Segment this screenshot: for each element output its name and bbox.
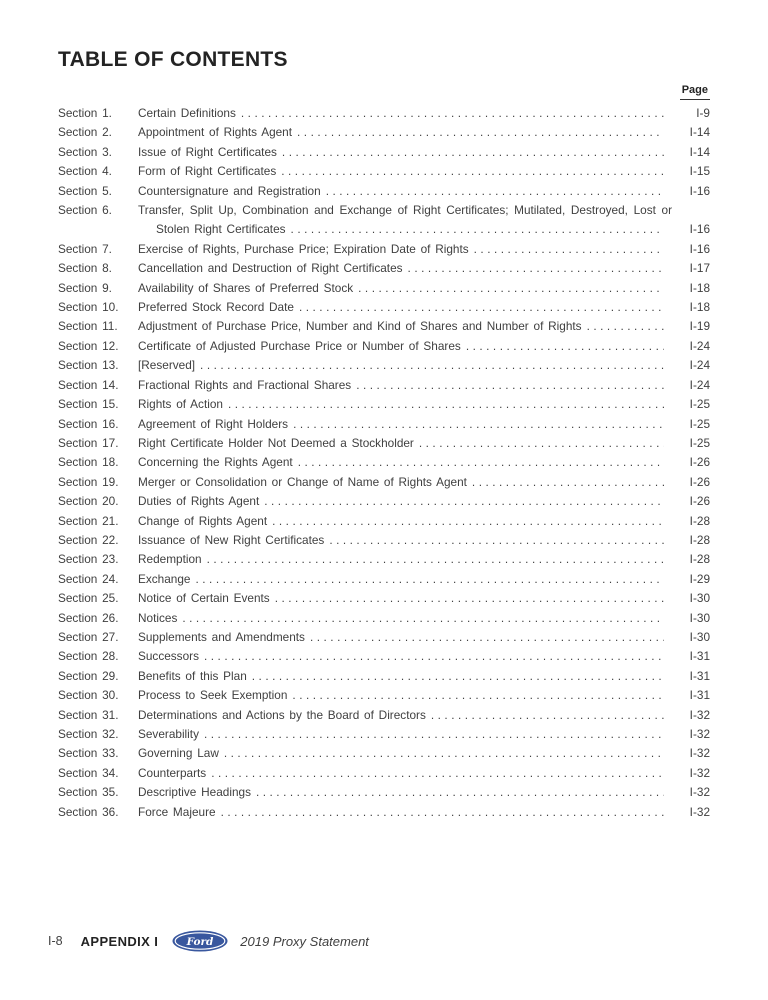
toc-entry-title: Force Majeure xyxy=(138,804,216,819)
toc-entry-title: Fractional Rights and Fractional Shares xyxy=(138,377,352,392)
toc-row xyxy=(58,550,710,569)
toc-entry xyxy=(138,803,672,822)
toc-entry-title: Rights of Action xyxy=(138,397,223,412)
toc-entry-title: Transfer, Split Up, Combination and Exchange of Right Certificates; Mutilated, Destroyed, Lost or xyxy=(138,203,672,218)
dot-leader xyxy=(200,356,664,375)
ford-logo-oval xyxy=(172,930,228,952)
toc-page-number: I-31 xyxy=(689,668,710,683)
toc-section-label: Section 15. xyxy=(58,397,119,412)
toc-page-number: I-29 xyxy=(689,571,710,586)
toc-entry xyxy=(138,337,672,356)
toc-page-number: I-25 xyxy=(689,397,710,412)
toc-entry-title: Process to Seek Exemption xyxy=(138,688,288,703)
toc-entry-title: Agreement of Right Holders xyxy=(138,416,289,431)
toc-section-label: Section 8. xyxy=(58,261,112,276)
toc-section-label: Section 16. xyxy=(58,416,119,431)
toc-row xyxy=(58,609,710,628)
dot-leader xyxy=(329,531,664,550)
toc-section-label: Section 28. xyxy=(58,649,119,664)
toc-section-label: Section 12. xyxy=(58,338,119,353)
toc-entry xyxy=(138,143,672,162)
dot-leader xyxy=(241,104,664,123)
toc-entry-title: Merger or Consolidation or Change of Name of Rights Agent xyxy=(138,474,467,489)
toc-entry xyxy=(138,259,672,278)
toc-section-label: Section 13. xyxy=(58,358,119,373)
toc-page-number: I-17 xyxy=(689,261,710,276)
toc-entry xyxy=(138,744,672,763)
toc-page-number: I-15 xyxy=(689,164,710,179)
toc-row xyxy=(58,395,710,414)
toc-entry xyxy=(138,395,672,414)
toc-entry xyxy=(138,162,672,181)
toc-page-number: I-32 xyxy=(689,707,710,722)
toc-page-number: I-19 xyxy=(689,319,710,334)
dot-leader xyxy=(272,512,664,531)
toc-page-number: I-32 xyxy=(689,765,710,780)
toc-row xyxy=(58,182,710,201)
toc-entry-title: Supplements and Amendments xyxy=(138,629,305,644)
toc-section-label: Section 10. xyxy=(58,300,119,315)
toc-entry xyxy=(138,220,672,239)
toc-section-label: Section 6. xyxy=(58,203,112,218)
toc-row xyxy=(58,473,710,492)
dot-leader xyxy=(472,473,664,492)
toc-page-number: I-28 xyxy=(689,532,710,547)
dot-leader xyxy=(358,279,664,298)
dot-leader xyxy=(182,609,664,628)
toc-entry-title: Notices xyxy=(138,610,178,625)
toc-page-number: I-32 xyxy=(689,785,710,800)
dot-leader xyxy=(326,182,664,201)
toc-entry-title: Certificate of Adjusted Purchase Price or Number of Shares xyxy=(138,338,461,353)
toc-page-number: I-30 xyxy=(689,591,710,606)
toc-page-number: I-32 xyxy=(689,746,710,761)
toc-row xyxy=(58,298,710,317)
toc-row xyxy=(58,453,710,472)
toc-entry xyxy=(138,512,672,531)
toc-page-number: I-16 xyxy=(689,183,710,198)
toc-section-label: Section 19. xyxy=(58,474,119,489)
toc-entry-title: Benefits of this Plan xyxy=(138,668,247,683)
dot-leader xyxy=(252,667,664,686)
dot-leader xyxy=(228,395,664,414)
toc-section-label: Section 27. xyxy=(58,629,119,644)
toc-row xyxy=(58,628,710,647)
toc-entry-title: Availability of Shares of Preferred Stock xyxy=(138,280,354,295)
toc-entry xyxy=(138,686,672,705)
toc-entry xyxy=(138,317,672,336)
toc-page-number: I-26 xyxy=(689,474,710,489)
toc-entry-title: Issuance of New Right Certificates xyxy=(138,532,325,547)
dot-leader xyxy=(291,220,664,239)
toc-page-number: I-31 xyxy=(689,649,710,664)
toc-row xyxy=(58,123,710,142)
toc-row xyxy=(58,667,710,686)
toc-entry xyxy=(138,123,672,142)
toc-entry-title: Appointment of Rights Agent xyxy=(138,125,293,140)
toc-row xyxy=(58,434,710,453)
toc-entry xyxy=(138,376,672,395)
toc-section-label: Section 2. xyxy=(58,125,112,140)
toc-page-number: I-18 xyxy=(689,280,710,295)
dot-leader xyxy=(299,298,664,317)
toc-section-label: Section 14. xyxy=(58,377,119,392)
toc-entry xyxy=(138,356,672,375)
toc-page-number: I-32 xyxy=(689,727,710,741)
toc-page-number: I-24 xyxy=(689,377,710,392)
dot-leader xyxy=(466,337,664,356)
toc-section-label: Section 31. xyxy=(58,707,119,722)
toc-page-number: I-9 xyxy=(696,106,710,120)
toc-section-label: Section 22. xyxy=(58,532,119,547)
dot-leader xyxy=(195,570,664,589)
toc-entry-title: Counterparts xyxy=(138,765,207,780)
toc-entry-title: [Reserved] xyxy=(138,358,196,373)
toc-section-label: Section 34. xyxy=(58,765,119,780)
ford-logo xyxy=(172,930,228,952)
toc-section-label: Section 26. xyxy=(58,610,119,625)
toc-section-label: Section 33. xyxy=(58,746,119,761)
toc-page-number: I-31 xyxy=(689,688,710,703)
toc-section-label: Section 21. xyxy=(58,513,119,528)
dot-leader xyxy=(297,123,664,142)
toc-row xyxy=(58,337,710,356)
toc-section-label: Section 7. xyxy=(58,241,112,256)
toc-entry-title: Issue of Right Certificates xyxy=(138,144,277,159)
toc-entry-title: Duties of Rights Agent xyxy=(138,494,260,509)
toc-entry-title: Descriptive Headings xyxy=(138,785,251,800)
toc-row xyxy=(58,201,710,240)
page-column-label: Page xyxy=(680,84,710,100)
toc-entry xyxy=(138,706,672,725)
toc-entry xyxy=(138,182,672,201)
toc-entry xyxy=(138,550,672,569)
toc-entry-title: Countersignature and Registration xyxy=(138,183,321,198)
toc-row xyxy=(58,259,710,278)
toc-section-label: Section 17. xyxy=(58,435,119,450)
toc-section-label: Section 25. xyxy=(58,591,119,606)
toc-section-label: Section 23. xyxy=(58,552,119,567)
toc-row xyxy=(58,783,710,802)
dot-leader xyxy=(431,706,664,725)
toc-entry-title: Governing Law xyxy=(138,746,219,761)
toc-entry-title: Concerning the Rights Agent xyxy=(138,455,293,470)
toc-entry-title: Cancellation and Destruction of Right Certificates xyxy=(138,261,403,276)
toc-row xyxy=(58,706,710,725)
table-of-contents xyxy=(58,104,710,822)
toc-section-label: Section 35. xyxy=(58,785,119,800)
toc-section-label: Section 29. xyxy=(58,668,119,683)
toc-section-label: Section 36. xyxy=(58,804,119,819)
dot-leader xyxy=(204,725,664,744)
toc-row xyxy=(58,143,710,162)
toc-entry xyxy=(138,104,672,123)
dot-leader xyxy=(408,259,664,278)
toc-page-number: I-14 xyxy=(689,125,710,140)
dot-leader xyxy=(221,803,664,822)
toc-row xyxy=(58,744,710,763)
toc-page-number: I-25 xyxy=(689,416,710,431)
toc-entry-title: Form of Right Certificates xyxy=(138,164,277,179)
toc-entry xyxy=(138,415,672,434)
toc-entry xyxy=(138,434,672,453)
dot-leader xyxy=(474,240,664,259)
toc-row xyxy=(58,531,710,550)
toc-row xyxy=(58,415,710,434)
toc-entry-title: Redemption xyxy=(138,552,202,567)
toc-entry-title: Right Certificate Holder Not Deemed a Stockholder xyxy=(138,435,414,450)
dot-leader xyxy=(207,550,664,569)
dot-leader xyxy=(292,686,664,705)
page-footer xyxy=(48,930,369,952)
toc-row xyxy=(58,570,710,589)
toc-page-number: I-26 xyxy=(689,455,710,470)
toc-row xyxy=(58,686,710,705)
footer-appendix-label: APPENDIX I xyxy=(80,933,159,949)
toc-page-number: I-16 xyxy=(689,241,710,256)
toc-row xyxy=(58,356,710,375)
toc-entry xyxy=(138,589,672,608)
toc-page-number: I-24 xyxy=(689,358,710,373)
toc-entry xyxy=(138,298,672,317)
toc-entry-title: Preferred Stock Record Date xyxy=(138,300,294,315)
toc-section-label: Section 11. xyxy=(58,319,118,334)
toc-section-label: Section 9. xyxy=(58,280,112,295)
toc-page-number: I-26 xyxy=(689,494,710,509)
toc-content xyxy=(0,48,768,822)
toc-entry xyxy=(138,473,672,492)
toc-page-number: I-28 xyxy=(689,552,710,567)
toc-section-label: Section 18. xyxy=(58,455,119,470)
toc-entry xyxy=(138,609,672,628)
dot-leader xyxy=(356,376,664,395)
toc-entry xyxy=(138,667,672,686)
toc-row xyxy=(58,317,710,336)
toc-entry-title-continuation: Stolen Right Certificates xyxy=(156,222,286,237)
dot-leader xyxy=(419,434,664,453)
toc-page-number: I-30 xyxy=(689,629,710,644)
toc-page-number: I-18 xyxy=(689,300,710,315)
toc-section-label: Section 20. xyxy=(58,494,119,509)
dot-leader xyxy=(310,628,664,647)
toc-row xyxy=(58,803,710,822)
toc-entry xyxy=(138,240,672,259)
toc-page-number: I-28 xyxy=(689,513,710,528)
page-column-header xyxy=(58,84,710,100)
toc-row xyxy=(58,104,710,123)
toc-entry-title: Exchange xyxy=(138,571,191,586)
toc-page-number: I-30 xyxy=(689,610,710,625)
toc-entry-title: Adjustment of Purchase Price, Number and Kind of Shares and Number of Rights xyxy=(138,319,582,334)
toc-page-number: I-14 xyxy=(689,144,710,159)
toc-page-number: I-32 xyxy=(689,804,710,819)
toc-entry xyxy=(138,647,672,666)
toc-entry xyxy=(138,492,672,511)
toc-row xyxy=(58,764,710,783)
dot-leader xyxy=(298,453,664,472)
toc-row xyxy=(58,589,710,608)
dot-leader xyxy=(281,162,664,181)
toc-entry xyxy=(138,628,672,647)
toc-page-number: I-16 xyxy=(689,222,710,237)
toc-entry xyxy=(138,531,672,550)
toc-entry-title: Successors xyxy=(138,649,199,664)
toc-row xyxy=(58,376,710,395)
dot-leader xyxy=(264,492,664,511)
toc-entry-title: Severability xyxy=(138,727,199,741)
toc-entry-title: Change of Rights Agent xyxy=(138,513,268,528)
dot-leader xyxy=(204,647,664,666)
toc-row xyxy=(58,162,710,181)
toc-section-label: Section 5. xyxy=(58,183,112,198)
toc-entry xyxy=(138,725,672,744)
dot-leader xyxy=(282,143,664,162)
toc-page-number: I-25 xyxy=(689,435,710,450)
toc-entry xyxy=(138,764,672,783)
toc-entry-title: Certain Definitions xyxy=(138,106,236,120)
toc-row xyxy=(58,647,710,666)
footer-statement: 2019 Proxy Statement xyxy=(240,933,369,949)
toc-section-label: Section 32. xyxy=(58,727,119,741)
toc-section-label: Section 4. xyxy=(58,164,112,179)
toc-section-label: Section 24. xyxy=(58,571,119,586)
toc-entry-title: Exercise of Rights, Purchase Price; Expiration Date of Rights xyxy=(138,241,469,256)
dot-leader xyxy=(224,744,664,763)
dot-leader xyxy=(275,589,664,608)
toc-page-number: I-24 xyxy=(689,338,710,353)
page-title: TABLE OF CONTENTS xyxy=(58,48,288,71)
toc-row xyxy=(58,512,710,531)
dot-leader xyxy=(256,783,664,802)
dot-leader xyxy=(211,764,664,783)
toc-section-label: Section 3. xyxy=(58,144,112,159)
toc-entry xyxy=(138,570,672,589)
toc-section-label: Section 1. xyxy=(58,106,112,120)
dot-leader xyxy=(587,317,664,336)
toc-row xyxy=(58,492,710,511)
footer-page-number: I-8 xyxy=(48,934,63,948)
toc-row xyxy=(58,240,710,259)
toc-section-label: Section 30. xyxy=(58,688,119,703)
toc-entry xyxy=(138,783,672,802)
ford-logo-text: Ford xyxy=(186,935,214,948)
toc-entry-title: Notice of Certain Events xyxy=(138,591,270,606)
toc-entry-title: Determinations and Actions by the Board of Directors xyxy=(138,707,426,722)
dot-leader xyxy=(293,415,664,434)
toc-row xyxy=(58,279,710,298)
toc-entry xyxy=(138,453,672,472)
toc-entry xyxy=(138,279,672,298)
toc-row xyxy=(58,725,710,744)
